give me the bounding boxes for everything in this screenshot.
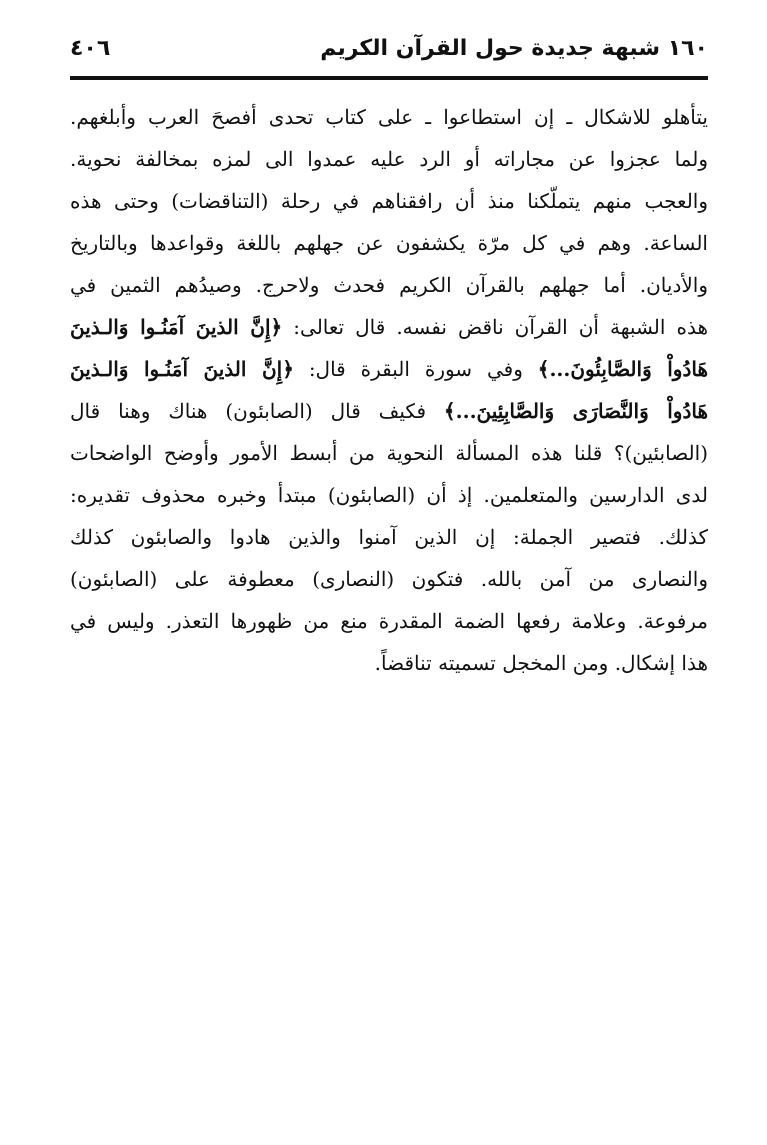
line-text: يتأهلو للاشكال ـ إن استطاعوا ـ على كتاب تحدى أفصحَ العرب وأبلغهم. — [70, 105, 708, 129]
line-text: هذا إشكال. ومن المخجل تسميته تناقضاً. — [374, 651, 708, 675]
line-text: والأديان. أما جهلهم بالقرآن الكريم فحدث ولاحرج. وصيدُهم الثمين في — [70, 273, 708, 297]
header-divider — [70, 76, 708, 80]
line-text: الساعة. وهم في كل مرّة يكشفون عن جهلهم باللغة وقواعدها وبالتاريخ — [70, 231, 708, 255]
line-text: (الصابئين)؟ قلنا هذه المسألة النحوية من أبسط الأمور وأوضح الواضحات — [70, 441, 708, 465]
line-text: هذه الشبهة أن القرآن ناقض نفسه. قال تعالى: — [282, 315, 708, 339]
text-line — [70, 432, 708, 474]
text-line — [70, 642, 708, 684]
quran-verse: ﴿إِنَّ الذينَ آمَنُـوا وَالـذينَ — [70, 357, 294, 381]
text-line — [70, 138, 708, 180]
text-line — [70, 180, 708, 222]
book-title: ١٦٠ شبهة جديدة حول القرآن الكريم — [320, 35, 708, 61]
text-line — [70, 558, 708, 600]
line-text: لدى الدارسين والمتعلمين. إذ أن (الصابئون) مبتدأ وخبره محذوف تقديره: — [70, 483, 708, 507]
quran-verse: هَادُواْ وَالصَّابِئُونَ...﴾ — [537, 357, 708, 381]
line-text: وفي سورة البقرة قال: — [293, 357, 538, 381]
line-text: والعجب منهم يتملّكنا منذ أن رافقناهم في رحلة (التناقضات) وحتى هذه — [70, 189, 708, 213]
quran-verse: ﴿إِنَّ الذينَ آمَنُـوا وَالـذينَ — [70, 315, 283, 339]
line-text: والنصارى من آمن بالله. فتكون (النصارى) معطوفة على (الصابئون) — [70, 567, 708, 591]
text-line — [70, 222, 708, 264]
text-line — [70, 516, 708, 558]
line-text: كذلك. فتصير الجملة: إن الذين آمنوا والذين هادوا والصابئون كذلك — [70, 525, 708, 549]
text-line — [70, 96, 708, 138]
text-line — [70, 390, 708, 432]
page-header — [70, 28, 708, 68]
text-line — [70, 306, 708, 348]
page-number: ٤٠٦ — [70, 35, 111, 61]
line-text: ولما عجزوا عن مجاراته أو الرد عليه عمدوا الى لمزه بمخالفة نحوية. — [70, 147, 708, 171]
text-line — [70, 474, 708, 516]
text-line — [70, 600, 708, 642]
line-text: مرفوعة. وعلامة رفعها الضمة المقدرة منع من ظهورها التعذر. وليس في — [70, 609, 708, 633]
text-line — [70, 264, 708, 306]
text-line — [70, 348, 708, 390]
quran-verse: هَادُواْ وَالنَّصَارَى وَالصَّابِئِينَ...﴾ — [443, 399, 708, 423]
body-text — [70, 96, 708, 684]
line-text: فكيف قال (الصابئون) هناك وهنا قال — [70, 399, 444, 423]
